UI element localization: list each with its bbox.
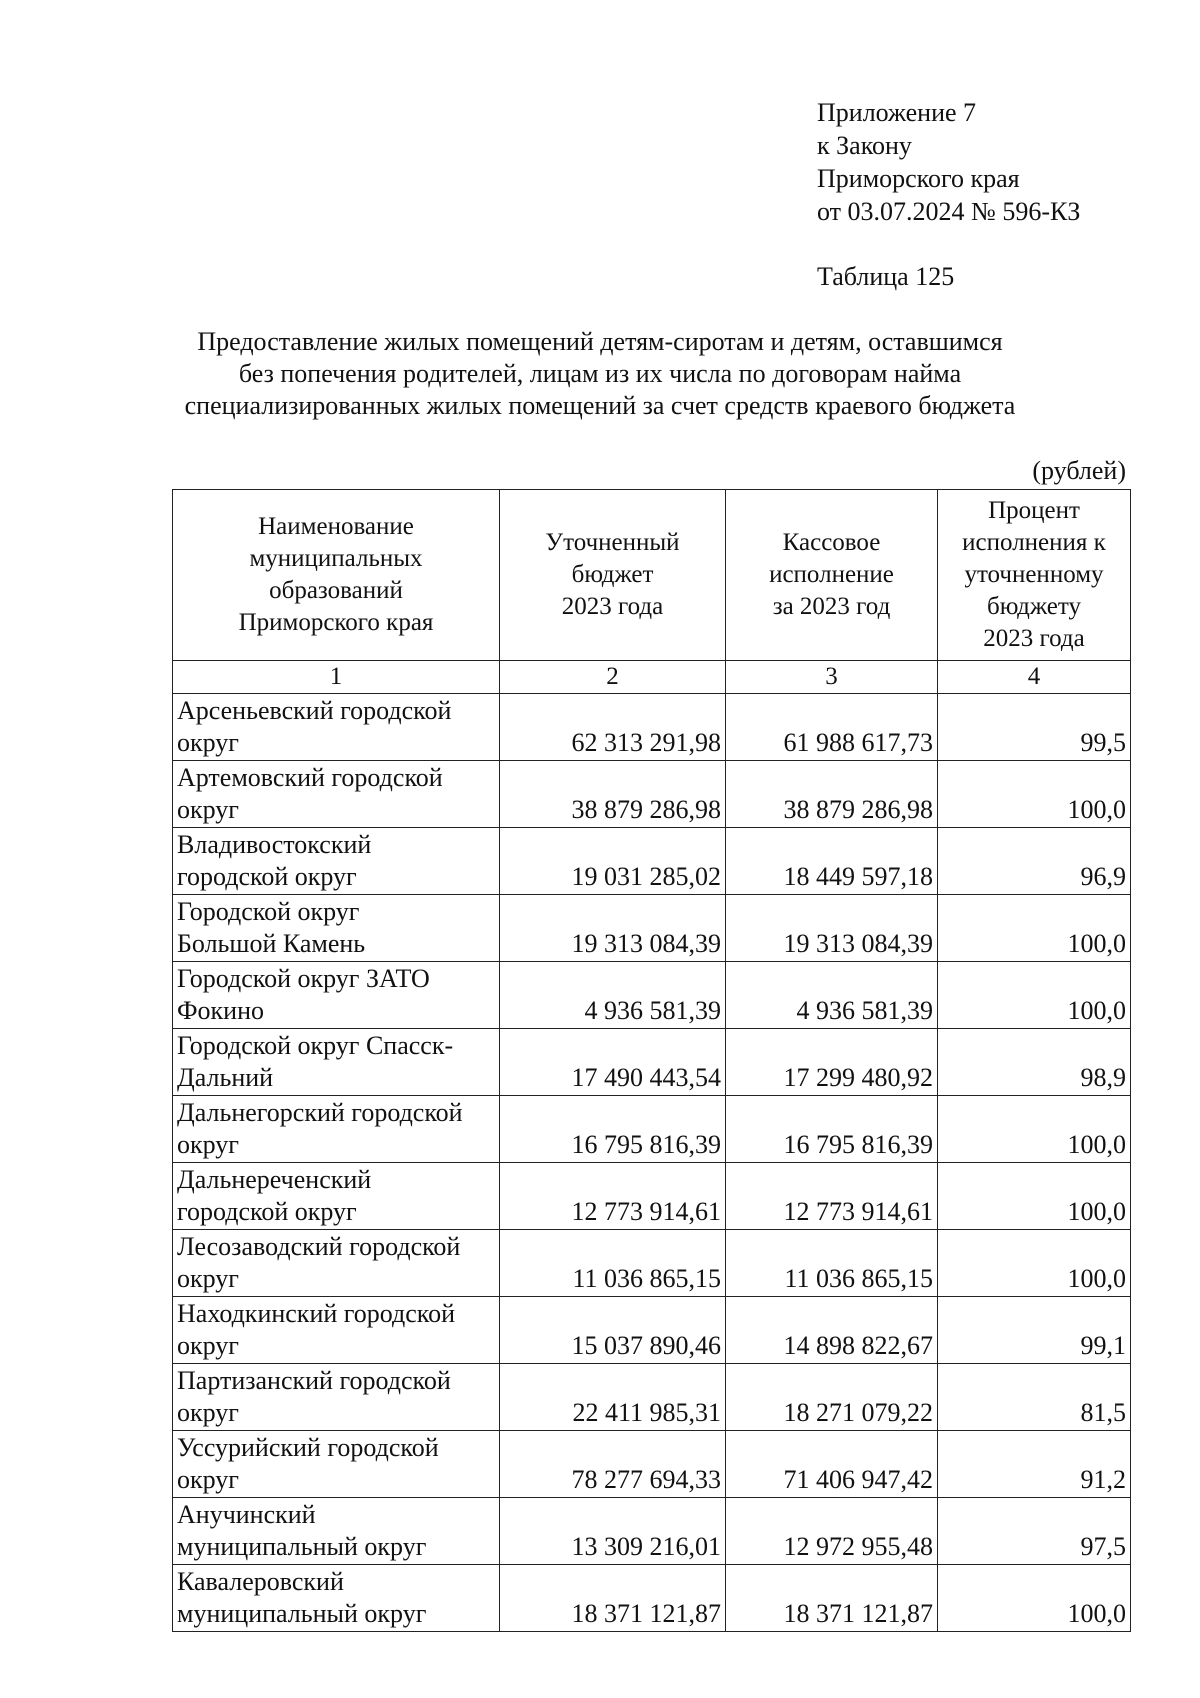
municipality-name-line: округ — [177, 1331, 239, 1360]
appendix-line: от 03.07.2024 № 596-КЗ — [817, 197, 1081, 226]
municipality-name — [173, 1163, 500, 1230]
table-row — [173, 1230, 1131, 1297]
municipality-name-line: Дальний — [177, 1063, 274, 1092]
execution-value: 14 898 822,67 — [726, 1297, 938, 1364]
execution-value: 18 449 597,18 — [726, 828, 938, 895]
municipality-name-line: Анучинский — [177, 1500, 316, 1529]
execution-value: 19 313 084,39 — [726, 895, 938, 962]
municipality-name — [173, 1431, 500, 1498]
percent-value: 100,0 — [938, 895, 1131, 962]
header-municipality: Наименование муниципальных образований Приморского края — [173, 490, 500, 661]
execution-value: 18 271 079,22 — [726, 1364, 938, 1431]
percent-value: 100,0 — [938, 1096, 1131, 1163]
budget-value: 18 371 121,87 — [500, 1565, 726, 1632]
municipality-name-line: Лесозаводский городской — [177, 1232, 461, 1261]
percent-value: 100,0 — [938, 1230, 1131, 1297]
budget-value: 11 036 865,15 — [500, 1230, 726, 1297]
municipality-name — [173, 1230, 500, 1297]
budget-value: 38 879 286,98 — [500, 761, 726, 828]
table-row — [173, 962, 1131, 1029]
municipality-name-line: муниципальный округ — [177, 1599, 427, 1628]
municipality-name-line: округ — [177, 1465, 239, 1494]
percent-value: 98,9 — [938, 1029, 1131, 1096]
municipality-name-line: округ — [177, 1264, 239, 1293]
municipality-name-line: Уссурийский городской — [177, 1433, 439, 1462]
budget-value: 62 313 291,98 — [500, 694, 726, 761]
table-row — [173, 1163, 1131, 1230]
percent-value: 91,2 — [938, 1431, 1131, 1498]
table-row — [173, 1364, 1131, 1431]
column-number: 2 — [500, 661, 726, 694]
municipality-name-line: Городской округ — [177, 897, 360, 926]
municipality-name-line: округ — [177, 795, 239, 824]
budget-value: 22 411 985,31 — [500, 1364, 726, 1431]
document-title — [150, 326, 1050, 422]
execution-value: 12 773 914,61 — [726, 1163, 938, 1230]
budget-value: 15 037 890,46 — [500, 1297, 726, 1364]
table-row — [173, 1029, 1131, 1096]
municipality-name-line: округ — [177, 728, 239, 757]
municipality-name-line: Городской округ ЗАТО — [177, 964, 430, 993]
municipality-name-line: Фокино — [177, 996, 265, 1025]
unit-label: (рублей) — [1032, 456, 1126, 485]
appendix-line: Приморского края — [817, 164, 1020, 193]
municipality-name-line: Городской округ Спасск- — [177, 1031, 454, 1060]
column-number-row — [173, 661, 1131, 694]
municipality-name-line: Кавалеровский — [177, 1567, 344, 1596]
table-row — [173, 1498, 1131, 1565]
municipality-name — [173, 1565, 500, 1632]
percent-value: 96,9 — [938, 828, 1131, 895]
municipality-name-line: Партизанский городской — [177, 1366, 451, 1395]
percent-value: 100,0 — [938, 962, 1131, 1029]
execution-value: 38 879 286,98 — [726, 761, 938, 828]
municipality-name — [173, 895, 500, 962]
municipality-name — [173, 1029, 500, 1096]
header-percent: Процент исполнения к уточненному бюджету 2023 года — [938, 490, 1131, 661]
header-execution: Кассовое исполнение за 2023 год — [726, 490, 938, 661]
table-row — [173, 828, 1131, 895]
percent-value: 99,5 — [938, 694, 1131, 761]
table-row — [173, 1096, 1131, 1163]
municipality-name-line: муниципальный округ — [177, 1532, 427, 1561]
execution-value: 17 299 480,92 — [726, 1029, 938, 1096]
budget-value: 19 313 084,39 — [500, 895, 726, 962]
municipality-name-line: Большой Камень — [177, 929, 366, 958]
table-number: Таблица 125 — [817, 262, 955, 291]
municipality-name — [173, 694, 500, 761]
execution-value: 12 972 955,48 — [726, 1498, 938, 1565]
percent-value: 81,5 — [938, 1364, 1131, 1431]
table-row — [173, 1297, 1131, 1364]
municipality-name — [173, 1498, 500, 1565]
table-row — [173, 694, 1131, 761]
percent-value: 100,0 — [938, 761, 1131, 828]
municipality-name-line: городской округ — [177, 862, 357, 891]
table-header-row — [173, 490, 1131, 661]
column-number: 1 — [173, 661, 500, 694]
municipality-name-line: Находкинский городской — [177, 1299, 456, 1328]
appendix-reference — [817, 96, 1080, 228]
budget-table — [172, 489, 1131, 1632]
municipality-name-line: округ — [177, 1130, 239, 1159]
appendix-line: к Закону — [817, 131, 912, 160]
execution-value: 18 371 121,87 — [726, 1565, 938, 1632]
execution-value: 11 036 865,15 — [726, 1230, 938, 1297]
budget-value: 4 936 581,39 — [500, 962, 726, 1029]
percent-value: 100,0 — [938, 1163, 1131, 1230]
table-row — [173, 761, 1131, 828]
municipality-name-line: Артемовский городской — [177, 763, 443, 792]
column-number: 3 — [726, 661, 938, 694]
percent-value: 97,5 — [938, 1498, 1131, 1565]
column-number: 4 — [938, 661, 1131, 694]
budget-value: 19 031 285,02 — [500, 828, 726, 895]
municipality-name — [173, 1364, 500, 1431]
execution-value: 71 406 947,42 — [726, 1431, 938, 1498]
budget-value: 12 773 914,61 — [500, 1163, 726, 1230]
municipality-name-line: Владивостокский — [177, 830, 372, 859]
title-line: без попечения родителей, лицам из их числа по договорам найма — [238, 359, 962, 388]
percent-value: 100,0 — [938, 1565, 1131, 1632]
municipality-name — [173, 761, 500, 828]
header-budget: Уточненный бюджет 2023 года — [500, 490, 726, 661]
table-row — [173, 1565, 1131, 1632]
table-row — [173, 1431, 1131, 1498]
municipality-name — [173, 1096, 500, 1163]
municipality-name — [173, 1297, 500, 1364]
municipality-name-line: городской округ — [177, 1197, 357, 1226]
municipality-name-line: Дальнереченский — [177, 1165, 372, 1194]
title-line: специализированных жилых помещений за счет средств краевого бюджета — [184, 391, 1016, 420]
percent-value: 99,1 — [938, 1297, 1131, 1364]
appendix-line: Приложение 7 — [817, 98, 977, 127]
budget-value: 13 309 216,01 — [500, 1498, 726, 1565]
municipality-name — [173, 962, 500, 1029]
execution-value: 61 988 617,73 — [726, 694, 938, 761]
budget-value: 16 795 816,39 — [500, 1096, 726, 1163]
execution-value: 4 936 581,39 — [726, 962, 938, 1029]
title-line: Предоставление жилых помещений детям-сиротам и детям, оставшимся — [197, 327, 1003, 356]
budget-value: 78 277 694,33 — [500, 1431, 726, 1498]
execution-value: 16 795 816,39 — [726, 1096, 938, 1163]
municipality-name-line: Дальнегорский городской — [177, 1098, 463, 1127]
table-row — [173, 895, 1131, 962]
municipality-name-line: округ — [177, 1398, 239, 1427]
municipality-name-line: Арсеньевский городской — [177, 696, 452, 725]
municipality-name — [173, 828, 500, 895]
budget-value: 17 490 443,54 — [500, 1029, 726, 1096]
